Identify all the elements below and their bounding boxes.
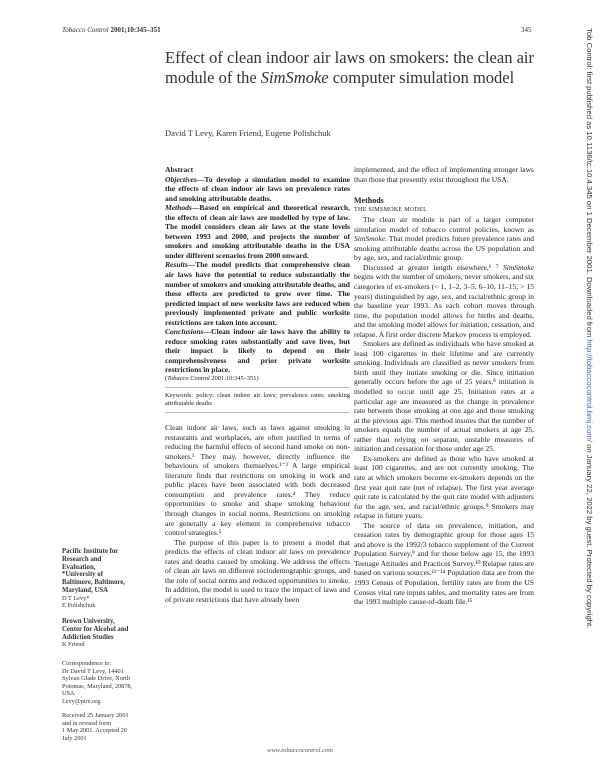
aff-person: D T Levy* — [62, 594, 90, 602]
aff-line: Research and — [62, 555, 102, 563]
divider — [165, 412, 350, 413]
simsmoke-term: SimSmoke — [502, 262, 534, 272]
corr-line: Correspondence to: — [62, 660, 112, 667]
recv-line: July 2001 — [62, 734, 87, 742]
affiliation-2 — [62, 618, 156, 649]
recv-line: and in revised form — [62, 719, 112, 727]
corr-email: Levy@pire.org — [62, 697, 101, 705]
methods-subheading: THE SIMSMOKE MODEL — [354, 206, 428, 213]
authors: David T Levy, Karen Friend, Eugene Polishchuk — [165, 128, 331, 138]
left-column — [165, 165, 350, 604]
methods-paragraph-2 — [354, 263, 534, 339]
citation-journal: Tobacco Control — [167, 375, 210, 383]
aff-person: E Polishchuk — [62, 602, 96, 610]
methods-p2-a: Discussed at greater length elsewhere,⁶ ⁷ — [363, 262, 503, 272]
keywords: Keywords: policy; clean indoor air laws; prevalence rates; smoking attributable deaths — [165, 392, 350, 408]
citation: 2001;10:345–351 — [110, 26, 161, 34]
received-dates — [62, 712, 156, 742]
aff-line: Addiction Studies — [62, 633, 114, 641]
conclusions-label: Conclusions— — [165, 327, 212, 337]
abstract-citation: (Tobacco Control 2001;10:345–351) — [165, 375, 259, 383]
notice-pre: Tob Control: first published as 10.1136/tc.10.4.345 on 1 December 2001. Downloaded from — [585, 28, 594, 340]
aff-line: *University of — [62, 571, 103, 579]
methods-p2-c: begins with the number of smokers, never smokers, and six categories of ex-smokers (< 1, 1–2, 3–5, 6–10, 11–15, > 15 years) distinguished by age, sex, and racial/ethnic group in the baseline year 1993. As each cohort moves through time, the population model allows for births and deaths, and the smoking model allows for initiation, cessation, and relapse. A first order discrete Markov process is employed. — [354, 272, 534, 339]
methods-p1-a: The clean air module is part of a larger computer simulation model of tobacco control policies, known as — [354, 215, 534, 234]
objectives-label: Objectives— — [165, 174, 205, 184]
methods-paragraph-1 — [354, 215, 534, 263]
aff-person: K Friend — [62, 641, 85, 649]
citation-rest: 2001;10:345–351) — [209, 375, 259, 383]
correspondence — [62, 660, 156, 706]
results-label: Results— — [165, 260, 196, 270]
corr-line: Dr David T Levy, 14401 — [62, 667, 124, 675]
recv-line: 1 May 2001. Accepted 26 — [62, 727, 127, 735]
title-part-1: Effect of clean indoor air laws on smokers: the clean air module of the — [165, 48, 534, 87]
corr-line: USA — [62, 690, 75, 698]
conclusions-text: Clean indoor air laws have the ability to reduce smoking rates substantially and save lives, but their impact is likely to depend on their comprehensiveness and prior private worksite restrictions in place. — [165, 327, 350, 375]
methods-heading: Methods — [354, 196, 384, 206]
methods-p1-c: . That model predicts future prevalence rates and smoking attributable deaths across the US population and by age, sex, and racial/ethnic group. — [354, 234, 534, 263]
footer-url: www.tobaccocontrol.com — [267, 747, 333, 754]
article-title — [165, 48, 535, 87]
methods-paragraph-4: Ex-smokers are defined as those who have smoked at least 100 cigarettes, and are not currently smoking. The rate at which smokers become ex-smokers depends on the first year quit rate (net of relapse). The first year average quit rate is calculated by the quit rate model with adjusters for the age, sex, and racial/ethnic groups.⁹ Smokers may relapse in future years. — [354, 453, 534, 521]
running-header — [62, 26, 161, 34]
notice-post: on January 22, 2022 by guest. Protected by copyright. — [585, 441, 594, 629]
methods-text: Based on empirical and theoretical research, the effects of clean air laws are modelled by type of law. The model considers clean air laws at the state levels between 1993 and 2000, and projects the number of smokers and smoking attributable deaths in the USA under different scenarios from 2000 onward. — [165, 203, 350, 260]
journal-name: Tobacco Control — [62, 26, 109, 34]
results-text: The model predicts that comprehensive clean air laws have the potential to reduce substantially the number of smokers and smoking attributable deaths, and these effects are predicted to grow over time. The predicted impact of new worksite laws are reduced when previously implemented private and public worksite restrictions are taken into account. — [165, 260, 350, 327]
methods-label: Methods— — [165, 203, 200, 213]
aff-line: Center for Alcohol and — [62, 625, 129, 633]
notice-link[interactable]: http://tobaccocontrol.bmj.com/ — [585, 339, 594, 442]
abstract-results — [165, 260, 350, 327]
abstract-heading: Abstract — [165, 165, 194, 174]
simsmoke-term: SimSmoke — [354, 234, 386, 244]
abstract-methods — [165, 203, 350, 260]
recv-line: Received 25 January 2001 — [62, 712, 129, 719]
aff-line: Pacific Institute for — [62, 548, 119, 555]
abstract-tail: implemented, and the effect of implementing stronger laws than those that presently exist throughout the USA. — [354, 165, 534, 184]
methods-paragraph-5: The source of data on prevalence, initiation, and cessation rates by demographic group for those ages 15 and above is the 1992/3 tobacco supplement of the Current Population Survey,⁹ and for those below age 15, the 1993 Teenage Attitudes and Practices Survey.¹⁰ Relapse rates are based on various sources.¹¹⁻¹⁴ Population data are from the 1993 Census of Population, fertility rates are from the US Census vital rate inputs tables, and mortality rates are from the 1993 multiple cause-of-death file.¹⁵ — [354, 520, 534, 607]
aff-line: Brown University, — [62, 618, 115, 625]
intro-paragraph-1: Clean indoor air laws, such as laws against smoking in restaurants and workplaces, are often justified in terms of reducing the harmful effects of second hand smoke on non-smokers.¹ They may, however, directly influence the behaviours of smokers themselves.¹⁻³ A large empirical literature finds that restrictions on smoking in work and public places have been associated with both decreased consumption and prevalence rates.⁴ They reduce opportunities to smoke and shape smoking behaviour through changes in social norms. Restrictions on smoking are generally a key element in comprehensive tobacco control strategies.⁵ — [165, 423, 350, 538]
abstract-conclusions — [165, 327, 350, 375]
aff-line: Maryland, USA — [62, 586, 109, 594]
corr-line: Potomac, Maryland, 20878, — [62, 682, 133, 690]
affiliation-1 — [62, 548, 156, 610]
download-notice — [585, 28, 594, 748]
corr-line: Sylvan Glade Drive, North — [62, 675, 130, 683]
aff-line: Evaluation, — [62, 563, 96, 571]
divider — [165, 387, 350, 388]
title-italic: SimSmoke — [260, 67, 329, 87]
title-part-2: computer simulation model — [328, 67, 515, 87]
aff-line: Baltimore, Baltimore, — [62, 579, 125, 587]
objectives-text: To develop a simulation model to examine the effects of clean indoor air laws on prevalence rates and smoking attributable deaths. — [165, 174, 350, 203]
abstract-objectives — [165, 175, 350, 204]
intro-paragraph-2: The purpose of this paper is to present a model that predicts the effects of clean indoor air laws on prevalence rates and deaths caused by smoking. We address the effects of clean air laws on different sociodemographic groups, and the role of social norms and reduced opportunities to smoke. In addition, the model is used to trace the impact of laws and of private restrictions that have already been — [165, 537, 350, 604]
download-notice-text — [585, 28, 594, 628]
methods-paragraph-3: Smokers are defined as individuals who have smoked at least 100 cigarettes in their lifetime and are currently smoking. Individuals are classified as never smokers from birth until they initiate smoking or die. Since initiation generally occurs before the age of 25 years,⁸ initiation is modelled to occur until age 25. Initiation rates at a particular age are measured as the change in prevalence rate between those smoking at one age and those smoking at the previous age. This method insures that the number of smokers equals the number of actual smokers at age 25, rather than relying on separate, unstable measures of initiation and cessation for those under age 25. — [354, 339, 534, 454]
right-column — [354, 165, 534, 607]
page-number: 345 — [521, 26, 532, 34]
